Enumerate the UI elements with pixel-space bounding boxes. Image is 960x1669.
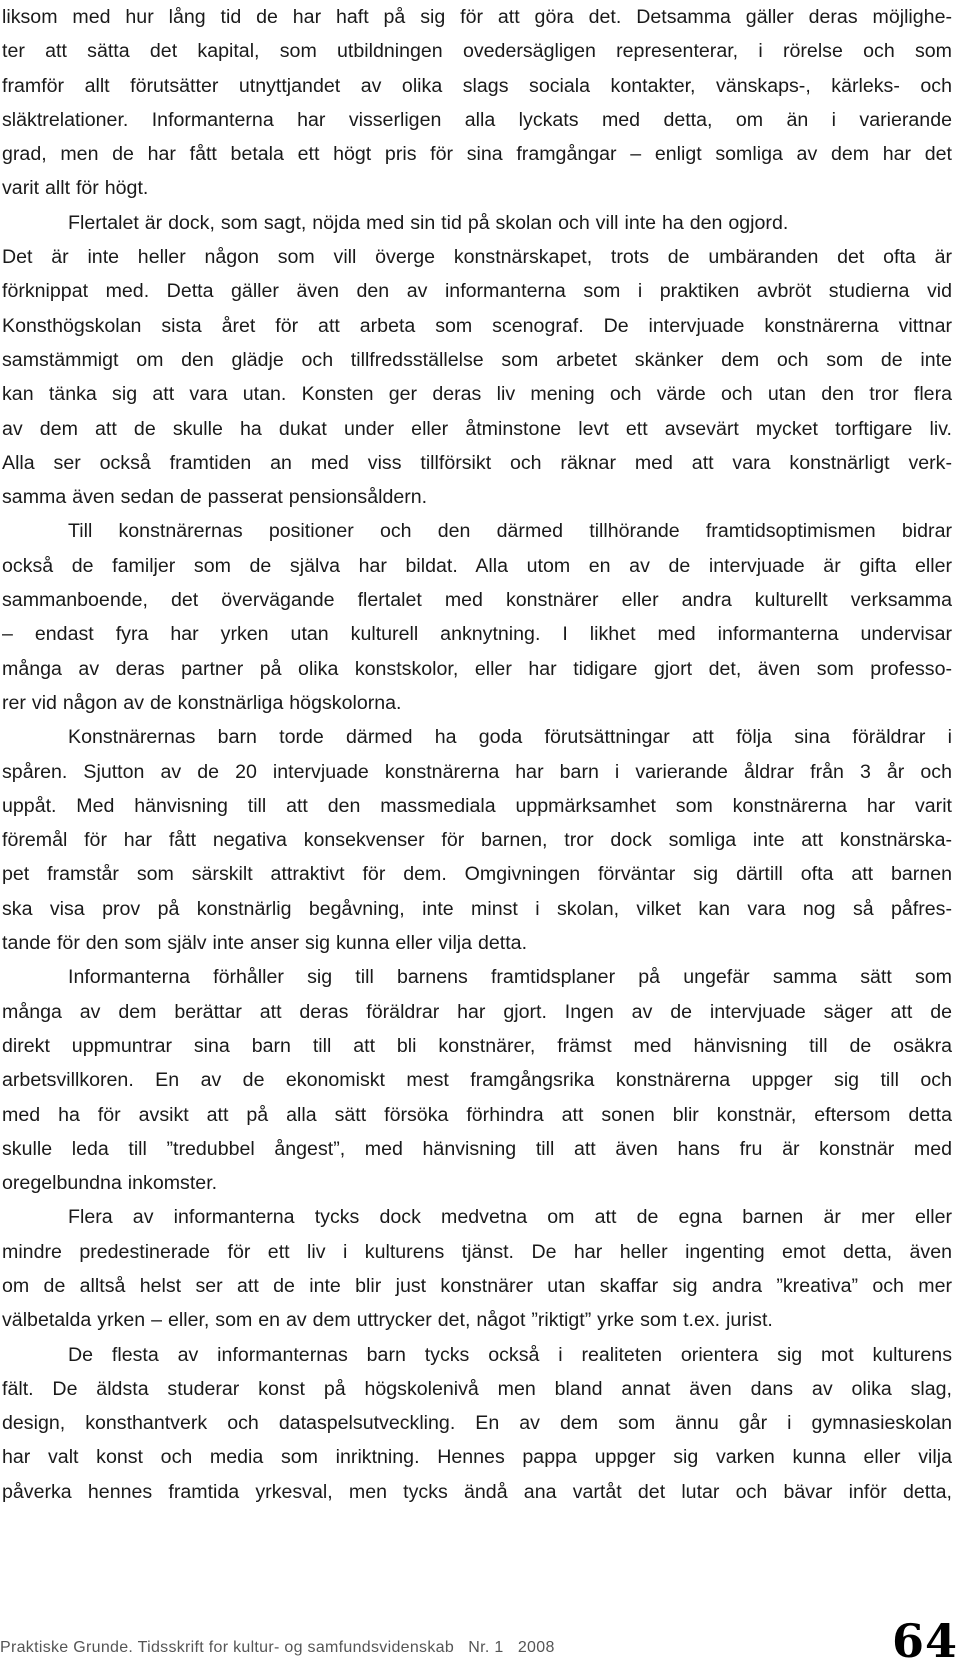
text-line: direkt uppmuntrar sina barn till att bli konstnärer, främst med hänvisning till de osäkra [2, 1034, 952, 1057]
text-line: pet framstår som särskilt attraktivt för dem. Omgivningen förväntar sig därtill ofta att barnen [2, 863, 952, 886]
text-line: om de alltså helst ser att de inte blir just konstnärer utan skaffar sig andra ”kreativa” och mer [2, 1274, 952, 1297]
footer-year: 2008 [517, 1639, 555, 1656]
footer-issue: Nr. 1 [468, 1639, 504, 1656]
text-line: har valt konst och media som inriktning. Hennes pappa uppger sig varken kunna eller vilja [2, 1446, 952, 1469]
text-line: också de familjer som de själva har bildat. Alla utom en av de intervjuade är gifta eller [2, 554, 952, 577]
text-line: spåren. Sjutton av de 20 intervjuade konstnärerna har barn i varierande åldrar från 3 år och [2, 760, 952, 783]
text-line: många av deras partner på olika konstskolor, eller har tidigare gjort det, även som professo- [2, 657, 952, 680]
footer-journal: Praktiske Grunde. Tidsskrift for kultur- og samfundsvidenskab [0, 1639, 455, 1656]
text-line: kan tänka sig att vara utan. Konsten ger deras liv mening och värde och utan den tror flera [2, 383, 952, 406]
text-line: föremål för har fått negativa konsekvenser för barnen, tror dock somliga inte att konstnärska- [2, 829, 952, 852]
text-line: Flertalet är dock, som sagt, nöjda med sin tid på skolan och vill inte ha den ogjord. [68, 211, 789, 234]
text-line: Till konstnärernas positioner och den därmed tillhörande framtidsoptimismen bidrar [68, 520, 952, 543]
text-line: mindre predestinerade för ett liv i kulturens tjänst. De har heller ingenting emot detta, även [2, 1240, 952, 1263]
text-line: De flesta av informanternas barn tycks också i realiteten orientera sig mot kulturens [68, 1343, 952, 1366]
text-line: grad, men de har fått betala ett högt pris för sina framgångar – enligt somliga av dem har det [2, 143, 952, 166]
text-line: oregelbundna inkomster. [2, 1172, 218, 1195]
text-line: släktrelationer. Informanterna har visserligen alla lyckats med detta, om än i varierande [2, 108, 952, 131]
text-line: uppåt. Med hänvisning till att den massmediala uppmärksamhet som konstnärerna har varit [2, 794, 952, 817]
text-line: framför allt förutsätter utnyttjandet av olika slags sociala kontakter, vänskaps-, kärleks- och [2, 74, 952, 97]
text-line: Alla ser också framtiden an med viss tillförsikt och räknar med att vara konstnärligt verk- [2, 451, 952, 474]
text-line: förknippat med. Detta gäller även den av informanterna som i praktiken avbröt studierna vid [2, 280, 952, 303]
text-line: – endast fyra har yrken utan kulturell anknytning. I likhet med informanterna undervisar [2, 623, 952, 646]
text-line: liksom med hur lång tid de har haft på sig för att göra det. Detsamma gäller deras möjlighe- [2, 6, 952, 28]
text-line: varit allt för högt. [2, 177, 149, 200]
text-line: skulle leda till ”tredubbel ångest”, med hänvisning till att även hans fru är konstnär med [2, 1137, 952, 1160]
page-footer [0, 1614, 960, 1669]
text-line: påverka hennes framtida yrkesval, men tycks ändå ana vartåt det lutar och bävar inför detta, [2, 1480, 952, 1503]
text-line: design, konsthantverk och dataspelsutveckling. En av dem som ännu går i gymnasieskolan [2, 1412, 952, 1435]
body-text [2, 0, 952, 1509]
text-line: samma även sedan de passerat pensionsåldern. [2, 486, 428, 509]
text-line: välbetalda yrken – eller, som en av dem uttrycker det, något ”riktigt” yrke som t.ex. jurist. [2, 1309, 773, 1332]
page-number: 64 [891, 1614, 958, 1668]
text-line: många av dem berättar att deras föräldrar har gjort. Ingen av de intervjuade säger att de [2, 1000, 952, 1023]
text-line: arbetsvillkoren. En av de ekonomiskt mest framgångsrika konstnärerna uppger sig till och [2, 1069, 952, 1092]
text-line: sammanboende, det övervägande flertalet med konstnärer eller andra kulturellt verksamma [2, 589, 952, 612]
text-line: fält. De äldsta studerar konst på högskolenivå men bland annat även dans av olika slag, [2, 1377, 952, 1400]
text-line: ter att sätta det kapital, som utbildningen ovedersägligen representerar, i rörelse och som [2, 40, 952, 63]
text-line: tande för den som själv inte anser sig kunna eller vilja detta. [2, 932, 528, 955]
text-line: samstämmigt om den glädje och tillfredsställelse som arbetet skänker dem och som de inte [2, 348, 952, 371]
text-line: rer vid någon av de konstnärliga högskolorna. [2, 691, 402, 714]
text-line: Informanterna förhåller sig till barnens framtidsplaner på ungefär samma sätt som [68, 966, 952, 989]
text-line: med ha för avsikt att på alla sätt försöka förhindra att sonen blir konstnär, eftersom detta [2, 1103, 952, 1126]
text-line: av dem att de skulle ha dukat under eller åtminstone levt ett avsevärt mycket torftigare liv. [2, 417, 952, 440]
text-line: Det är inte heller någon som vill överge konstnärskapet, trots de umbäranden det ofta är [2, 246, 952, 269]
text-line: Flera av informanterna tycks dock medvetna om att de egna barnen är mer eller [68, 1206, 952, 1229]
text-line: Konstnärernas barn torde därmed ha goda förutsättningar att följa sina föräldrar i [68, 726, 952, 749]
footer-citation [0, 1639, 555, 1657]
text-line: Konsthögskolan sista året för att arbeta som scenograf. De intervjuade konstnärerna vittnar [2, 314, 952, 337]
text-line: ska visa prov på konstnärlig begåvning, inte minst i skolan, vilket kan vara nog så påfres- [2, 897, 952, 920]
